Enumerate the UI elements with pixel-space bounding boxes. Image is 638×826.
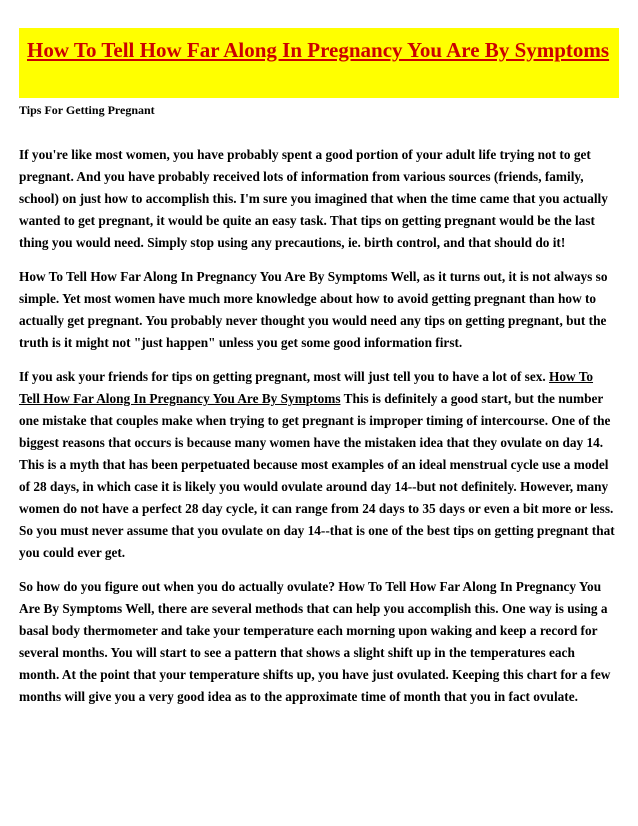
title-banner (19, 28, 619, 98)
paragraph-2: How To Tell How Far Along In Pregnancy You Are By Symptoms Well, as it turns out, it is not always so simple. Yet most women have much more knowledge about how to avoid getting pregnant than how to actually get pregnant. You probably never thought you would need any tips on getting pregnant, but the truth is it might not "just happen" unless you get some good information first. (19, 269, 608, 350)
paragraph-1: If you're like most women, you have probably spent a good portion of your adult life trying not to get pregnant. And you have probably received lots of information from various sources (friends, family, school) on just how to accomplish this. I'm sure you imagined that when the time came that you actually wanted to get pregnant, it would be quite an easy task. That tips on getting pregnant would be the last thing you would need. Simply stop using any precautions, ie. birth control, and that should do it! (19, 147, 608, 250)
paragraph-3-before: If you ask your friends for tips on getting pregnant, most will just tell you to have a lot of sex. (19, 369, 550, 384)
article-body (19, 144, 615, 720)
paragraph-3 (19, 366, 615, 564)
page-subtitle: Tips For Getting Pregnant (19, 103, 155, 117)
paragraph-4: So how do you figure out when you do actually ovulate? How To Tell How Far Along In Pregnancy You Are By Symptoms Well, there are several methods that can help you accomplish this. One way is using a basal body thermometer and take your temperature each morning upon waking and keep a record for several months. You will start to see a pattern that shows a slight shift up in the temperatures each month. At the point that your temperature shifts up, you have just ovulated. Keeping this chart for a few months will give you a very good idea as to the approximate time of month that you in fact ovulate. (19, 579, 611, 704)
paragraph-3-after: This is definitely a good start, but the number one mistake that couples make when trying to get pregnant is improper timing of intercourse. One of the biggest reasons that occurs is because many women have the mistaken idea that they ovulate on day 14. This is a myth that has been perpetuated because most examples of an ideal menstrual cycle use a model of 28 days, in which case it is likely you would ovulate around day 14--but not definitely. However, many women do not have a perfect 28 day cycle, it can range from 24 days to 35 days or even a bit more or less. So you must never assume that you ovulate on day 14--that is one of the best tips on getting pregnant that you could ever get. (19, 391, 615, 560)
inline-title-link[interactable]: How To Tell How Far Along In Pregnancy You Are By Symptoms (19, 369, 594, 406)
page-title: How To Tell How Far Along In Pregnancy You Are By Symptoms (27, 38, 610, 62)
